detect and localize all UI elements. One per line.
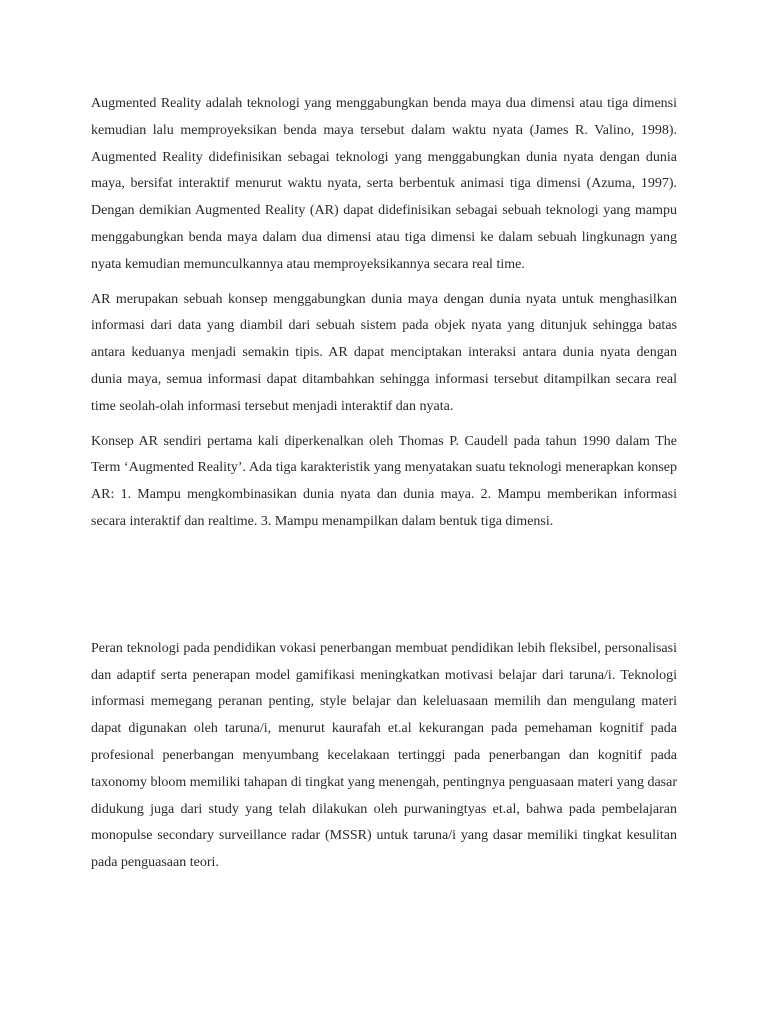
paragraph-aviation-education: Peran teknologi pada pendidikan vokasi penerbangan membuat pendidikan lebih fleksibel, personalisasi dan adaptif serta penerapan model gamifikasi meningkatkan motivasi belajar dari taruna/i. Teknologi informasi memegang peranan penting, style belajar dan keleluasaan memilih dan mengulang materi dapat digunakan oleh taruna/i, menurut kaurafah et.al kekurangan pada pemehaman kognitif pada profesional penerbangan menyumbang kecelakaan tertinggi pada penerbangan dan kognitif pada taxonomy bloom memiliki tahapan di tingkat yang menengah, pentingnya penguasaan materi yang dasar didukung juga dari study yang telah dilakukan oleh purwaningtyas et.al, bahwa pada pembelajaran monopulse secondary surveillance radar (MSSR) untuk taruna/i yang dasar memiliki tingkat kesulitan pada penguasaan teori.	[91, 640, 677, 871]
paragraph-spacer	[91, 421, 677, 429]
paragraph-spacer	[91, 279, 677, 287]
paragraph-ar-concept: AR merupakan sebuah konsep menggabungkan dunia maya dengan dunia nyata untuk menghasilkan informasi dari data yang diambil dari sebuah sistem pada objek nyata yang ditunjuk sehingga batas antara keduanya menjadi semakin tipis. AR dapat menciptakan interaksi antara dunia nyata dengan dunia maya, semua informasi dapat ditambahkan sehingga informasi tersebut ditampilkan secara real time seolah-olah informasi tersebut menjadi interaktif dan nyata.	[91, 291, 677, 414]
section-spacer	[91, 536, 677, 636]
paragraph-ar-history: Konsep AR sendiri pertama kali diperkenalkan oleh Thomas P. Caudell pada tahun 1990 dalam The Term ‘Augmented Reality’. Ada tiga karakteristik yang menyatakan suatu teknologi menerapkan konsep AR: 1. Mampu mengkombinasikan dunia nyata dan dunia maya. 2. Mampu memberikan informasi secara interaktif dan realtime. 3. Mampu menampilkan dalam bentuk tiga dimensi.	[91, 433, 677, 529]
document-page	[91, 91, 677, 877]
paragraph-augmented-reality-definition: Augmented Reality adalah teknologi yang menggabungkan benda maya dua dimensi atau tiga dimensi kemudian lalu memproyeksikan benda maya tersebut dalam waktu nyata (James R. Valino, 1998). Augmented Reality didefinisikan sebagai teknologi yang menggabungkan dunia nyata dengan dunia maya, bersifat interaktif menurut waktu nyata, serta berbentuk animasi tiga dimensi (Azuma, 1997). Dengan demikian Augmented Reality (AR) dapat didefinisikan sebagai sebuah teknologi yang mampu menggabungkan benda maya dalam dua dimensi atau tiga dimensi ke dalam sebuah lingkunagn yang nyata kemudian memunculkannya atau memproyeksikannya secara real time.	[91, 96, 677, 272]
